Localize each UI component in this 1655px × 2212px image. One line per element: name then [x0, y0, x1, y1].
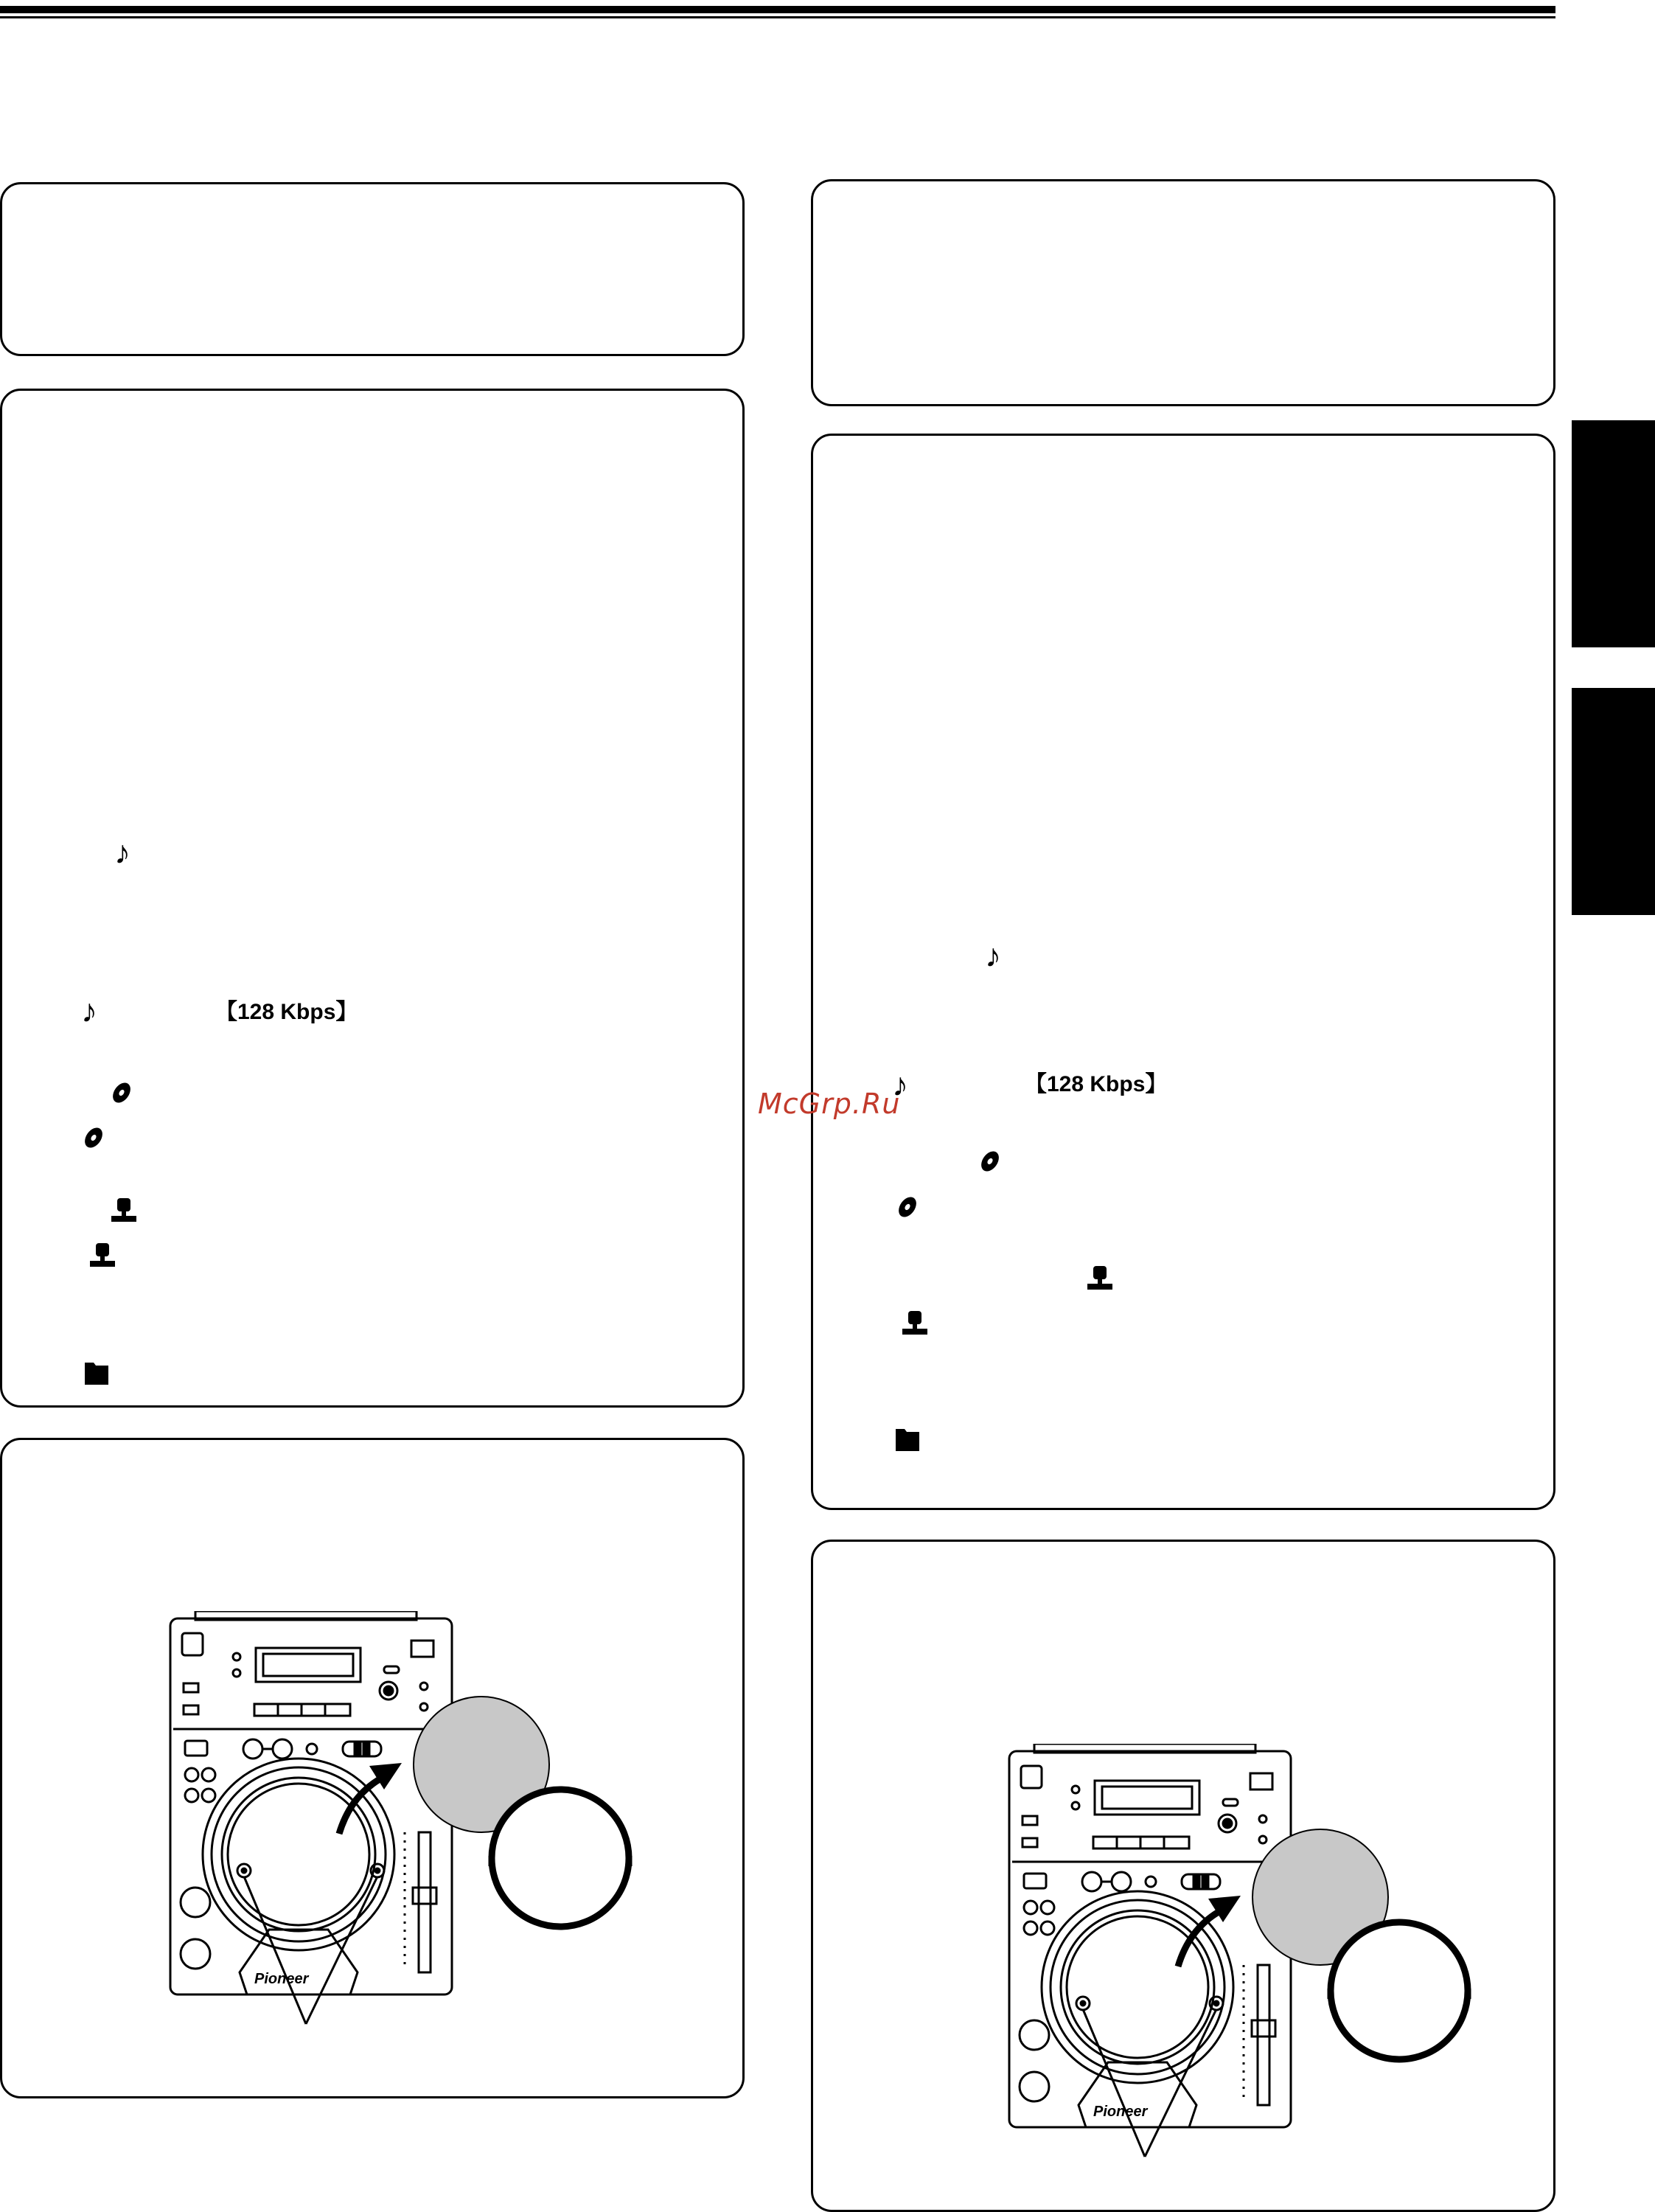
- person-icon: [1087, 1266, 1112, 1291]
- person-icon: [111, 1198, 136, 1223]
- watermark-text: McGrp.Ru: [758, 1088, 901, 1120]
- top-rule: [0, 6, 1555, 13]
- disc-icon: [979, 1149, 1001, 1174]
- bitrate-label: 【128 Kbps】: [1025, 1072, 1168, 1096]
- player-brand-logo: Pioneer: [254, 1971, 309, 1987]
- right-box-2: [811, 434, 1555, 1510]
- left-box-1: [0, 182, 745, 356]
- section-tab-lower: [1572, 688, 1655, 915]
- music-note-icon: ♪: [892, 1067, 908, 1103]
- bitrate-label: 【128 Kbps】: [215, 1000, 358, 1024]
- player-brand-logo: Pioneer: [1093, 2104, 1148, 2120]
- top-rule-thin: [0, 16, 1555, 18]
- cdj-player-illustration: [166, 1611, 645, 2039]
- disc-icon: [83, 1125, 105, 1150]
- person-icon: [902, 1311, 927, 1336]
- disc-icon: [111, 1080, 133, 1105]
- music-note-icon: ♪: [985, 938, 1001, 974]
- cdj-player-illustration: [1005, 1744, 1484, 2171]
- music-note-icon: ♪: [114, 835, 130, 871]
- folder-icon: [85, 1363, 108, 1385]
- section-tab-upper: [1572, 420, 1655, 647]
- music-note-icon: ♪: [81, 993, 97, 1029]
- person-icon: [90, 1243, 115, 1268]
- right-box-1: [811, 179, 1555, 406]
- folder-icon: [896, 1429, 919, 1451]
- disc-icon: [896, 1194, 919, 1220]
